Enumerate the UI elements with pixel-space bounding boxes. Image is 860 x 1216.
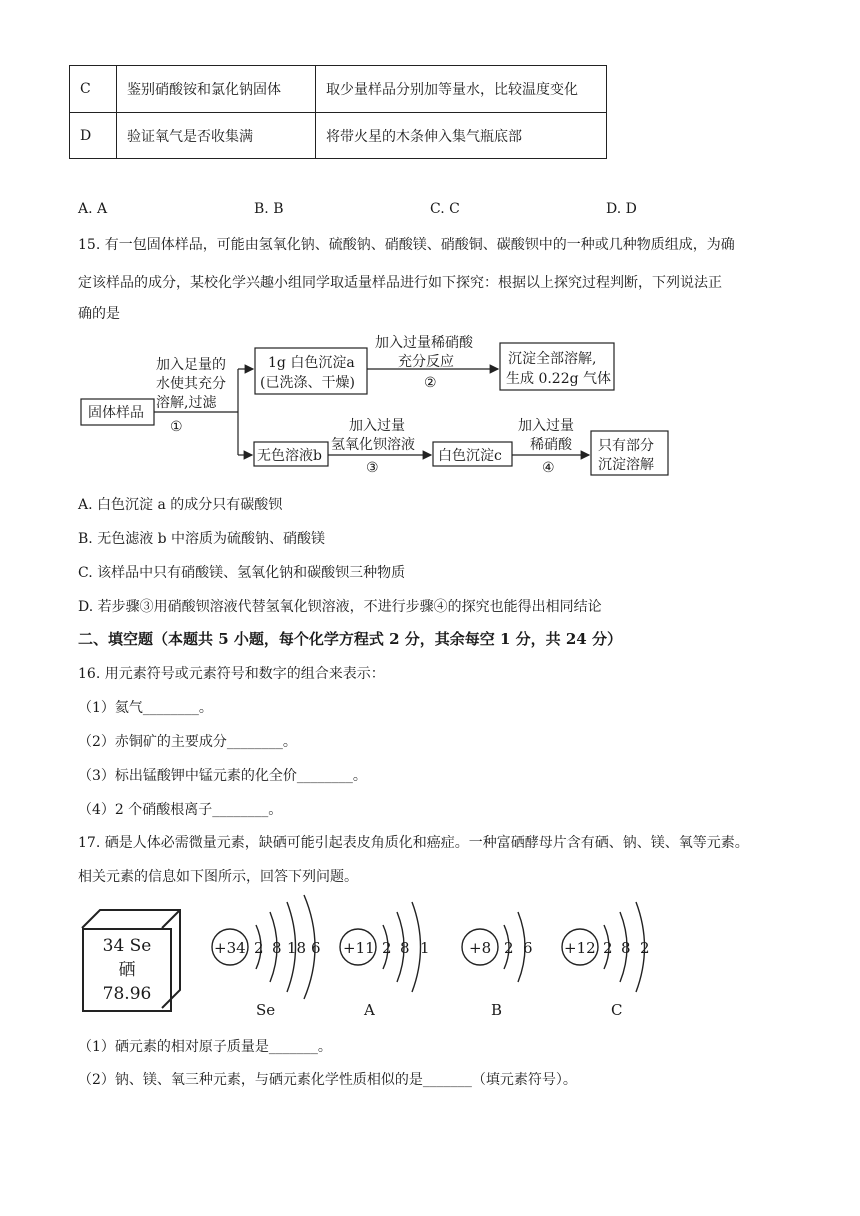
- row-method: 将带火星的木条伸入集气瓶底部: [316, 113, 607, 159]
- shell-electrons: 2: [504, 939, 514, 957]
- shell-electrons: 6: [311, 939, 321, 957]
- result4-line: 只有部分: [598, 438, 654, 454]
- shell-electrons: 8: [621, 939, 631, 957]
- filtrate-b-label: 无色溶液b: [257, 448, 322, 464]
- shell-electrons: 2: [382, 939, 392, 957]
- nucleus-charge: +34: [214, 939, 246, 957]
- atom-label: A: [364, 1001, 375, 1019]
- choice-c[interactable]: C. C: [430, 201, 460, 217]
- choice-b[interactable]: B. B: [254, 201, 284, 217]
- step3-line: 氢氧化钡溶液: [331, 437, 415, 453]
- step2-number: ②: [424, 375, 437, 391]
- atom-label: Se: [256, 1001, 276, 1019]
- q15-stem-line: 定该样品的成分，某校化学兴趣小组同学取适量样品进行如下探究：根据以上探究过程判断，下列说法正: [78, 275, 722, 291]
- q17-stem-line: 17. 硒是人体必需微量元素，缺硒可能引起表皮角质化和癌症。一种富硒酵母片含有硒、钠、镁、氧等元素。: [78, 835, 749, 851]
- q17-item: （1）硒元素的相对原子质量是_______。: [78, 1039, 332, 1055]
- q15-option-d[interactable]: D. 若步骤③用硝酸钡溶液代替氢氧化钡溶液，不进行步骤④的探究也能得出相同结论: [78, 599, 602, 615]
- q15-stem-line: 确的是: [78, 306, 120, 322]
- q17-stem-line: 相关元素的信息如下图所示，回答下列问题。: [78, 869, 358, 885]
- choice-a[interactable]: A. A: [78, 201, 108, 217]
- row-method: 取少量样品分别加等量水，比较温度变化: [316, 66, 607, 113]
- step1-number: ①: [170, 419, 183, 435]
- shell-electrons: 2: [640, 939, 650, 957]
- shell-electrons: 2: [603, 939, 613, 957]
- q15-stem-line: 15. 有一包固体样品，可能由氢氧化钠、硫酸钠、硝酸镁、硝酸铜、碳酸钡中的一种或几种物质组成，为确: [78, 237, 735, 253]
- result2-line: 沉淀全部溶解,: [508, 351, 597, 367]
- precip-a-line: (已洗涤、干燥): [260, 375, 355, 391]
- q15-option-a[interactable]: A. 白色沉淀 a 的成分只有碳酸钡: [78, 497, 283, 513]
- step4-number: ④: [542, 460, 555, 476]
- shell-electrons: 2: [254, 939, 264, 957]
- choice-d[interactable]: D. D: [606, 201, 637, 217]
- shell-electrons: 8: [272, 939, 282, 957]
- q16-item: （1）氦气________。: [78, 700, 213, 716]
- atom-diagrams: [0, 890, 860, 1030]
- result4-line: 沉淀溶解: [598, 457, 654, 473]
- q15-option-b[interactable]: B. 无色滤液 b 中溶质为硫酸钠、硝酸镁: [78, 531, 326, 547]
- nucleus-charge: +8: [469, 939, 492, 957]
- row-letter: D: [70, 113, 117, 159]
- nucleus-charge: +11: [343, 939, 375, 957]
- q15-flow-diagram: [0, 0, 860, 500]
- row-letter: C: [70, 66, 117, 113]
- shell-electrons: 8: [400, 939, 410, 957]
- step3-line: 加入过量: [349, 418, 405, 434]
- step1-line: 加入足量的: [156, 357, 226, 373]
- q15-option-c[interactable]: C. 该样品中只有硝酸镁、氢氧化钠和碳酸钡三种物质: [78, 565, 406, 581]
- precip-c-label: 白色沉淀c: [438, 448, 502, 464]
- sample-label: 固体样品: [88, 405, 144, 421]
- step4-line: 稀硝酸: [530, 437, 572, 453]
- shell-electrons: 6: [523, 939, 533, 957]
- shell-electrons: 1: [420, 939, 430, 957]
- q16-item: （4）2 个硝酸根离子________。: [78, 802, 283, 818]
- q16-stem: 16. 用元素符号或元素符号和数字的组合来表示：: [78, 666, 385, 682]
- row-purpose: 验证氧气是否收集满: [117, 113, 316, 159]
- precip-a-line: 1g 白色沉淀a: [268, 355, 355, 371]
- q17-item: （2）钠、镁、氧三种元素，与硒元素化学性质相似的是_______（填元素符号）。: [78, 1072, 577, 1088]
- q16-item: （3）标出锰酸钾中锰元素的化全价________。: [78, 768, 367, 784]
- step3-number: ③: [366, 460, 379, 476]
- element-number-symbol: 34 Se: [102, 936, 152, 956]
- step1-line: 溶解,过滤: [156, 395, 217, 411]
- atom-label: C: [611, 1001, 623, 1019]
- q16-item: （2）赤铜矿的主要成分________。: [78, 734, 297, 750]
- step2-line: 充分反应: [398, 354, 454, 370]
- atom-label: B: [491, 1001, 503, 1019]
- element-name: 硒: [118, 960, 136, 980]
- step4-line: 加入过量: [518, 418, 574, 434]
- step1-line: 水使其充分: [156, 376, 226, 392]
- nucleus-charge: +12: [564, 939, 596, 957]
- shell-electrons: 18: [287, 939, 307, 957]
- result2-line: 生成 0.22g 气体: [506, 371, 612, 387]
- step2-line: 加入过量稀硝酸: [375, 335, 473, 351]
- row-purpose: 鉴别硝酸铵和氯化钠固体: [117, 66, 316, 113]
- element-mass: 78.96: [102, 984, 152, 1004]
- section-title: 二、填空题（本题共 5 小题，每个化学方程式 2 分，其余每空 1 分，共 24 分）: [78, 630, 622, 648]
